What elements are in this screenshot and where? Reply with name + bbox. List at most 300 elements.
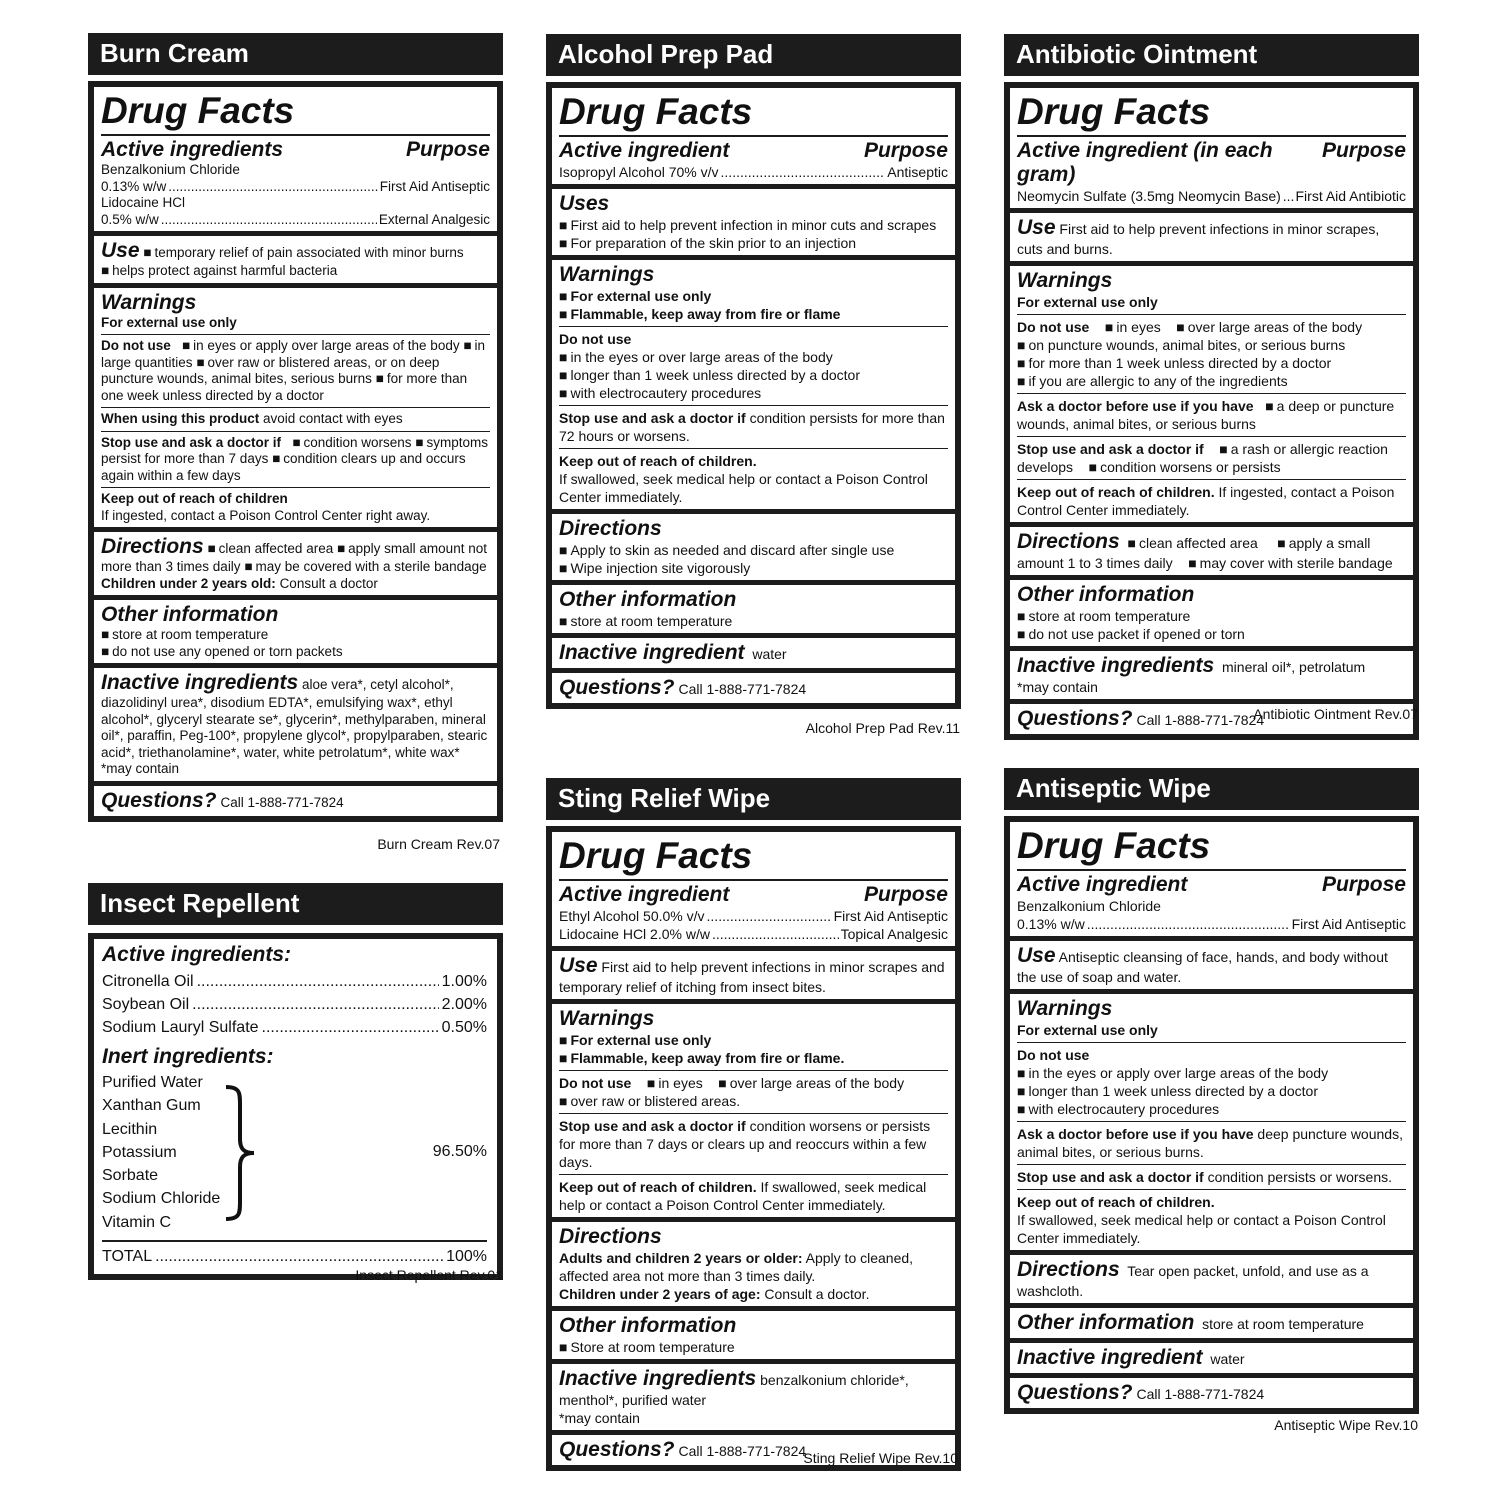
bullet-icon: ■ bbox=[207, 541, 216, 556]
drug-facts-heading: Drug Facts bbox=[1017, 825, 1406, 871]
ingredient-row bbox=[102, 1016, 487, 1039]
drug-facts-heading: Drug Facts bbox=[101, 90, 490, 136]
bullet-icon: ■ bbox=[1127, 535, 1136, 551]
ingredient-purpose: Antiseptic bbox=[887, 164, 948, 180]
inert-ingredient: Purified Water bbox=[102, 1074, 203, 1091]
do-not-use-block bbox=[1017, 314, 1406, 390]
use-item: helps protect against harmful bacteria bbox=[112, 263, 338, 278]
warnings-section bbox=[1010, 266, 1413, 522]
inactive-text: mineral oil*, petrolatum bbox=[1222, 659, 1366, 675]
use-section bbox=[1010, 941, 1413, 989]
directions-section bbox=[552, 1222, 955, 1306]
bullet-icon: ■ bbox=[375, 371, 384, 386]
bullet-icon: ■ bbox=[336, 541, 346, 556]
keep-out-text: If swallowed, seek medical help or contact a Poison Control Center immediately. bbox=[559, 1179, 927, 1213]
ingredient-row bbox=[101, 212, 490, 229]
bullet-icon: ■ bbox=[559, 288, 568, 304]
drug-facts-heading: Drug Facts bbox=[559, 91, 948, 137]
warning-item: Flammable, keep away from fire or flame. bbox=[570, 1050, 845, 1066]
warnings-heading: Warnings bbox=[101, 290, 197, 314]
warnings-section bbox=[94, 288, 497, 528]
ingredient-amount: 0.5% w/w bbox=[101, 211, 159, 227]
other-heading: Other information bbox=[101, 603, 279, 626]
active-heading: Active ingredient bbox=[559, 139, 730, 162]
bullet-icon: ■ bbox=[1188, 555, 1197, 571]
may-contain-note: *may contain bbox=[559, 1410, 640, 1426]
warning-item: over raw or blistered areas. bbox=[570, 1093, 741, 1109]
warning-item: condition worsens bbox=[303, 434, 412, 450]
ask-doctor-block bbox=[1017, 1121, 1406, 1161]
bullet-icon: ■ bbox=[101, 643, 110, 659]
ingredients-section bbox=[94, 939, 497, 1274]
other-text: store at room temperature bbox=[1202, 1316, 1364, 1332]
questions-heading: Questions? bbox=[559, 1438, 675, 1461]
drug-facts-panel bbox=[546, 82, 961, 709]
bullet-icon: ■ bbox=[559, 1093, 568, 1109]
antiseptic-wipe-label bbox=[1004, 768, 1419, 1414]
directions-section bbox=[94, 532, 497, 595]
total-label: TOTAL bbox=[102, 1248, 153, 1266]
warning-item: condition clears up and occurs again within a few days bbox=[101, 451, 466, 483]
warning-item: if you are allergic to any of the ingredients bbox=[1028, 373, 1288, 389]
bullet-icon: ■ bbox=[463, 338, 472, 353]
bullet-icon: ■ bbox=[1104, 319, 1114, 335]
bullet-icon: ■ bbox=[292, 434, 301, 450]
stop-use-block bbox=[1017, 436, 1406, 476]
active-ingredients-section bbox=[552, 832, 955, 946]
warning-item: condition worsens or persists bbox=[1100, 459, 1281, 475]
direction-item: Wipe injection site vigorously bbox=[570, 560, 751, 576]
bullet-icon: ■ bbox=[1176, 319, 1185, 335]
bullet-icon: ■ bbox=[1017, 355, 1026, 371]
inactive-heading: Inactive ingredient bbox=[559, 641, 745, 664]
purpose-heading: Purpose bbox=[863, 139, 948, 162]
drug-facts-panel bbox=[1004, 816, 1419, 1414]
questions-section bbox=[94, 786, 497, 816]
warnings-section bbox=[552, 260, 955, 509]
inert-ingredient: Lecithin bbox=[102, 1120, 158, 1138]
bullet-icon: ■ bbox=[1017, 626, 1026, 642]
ingredient-name: Benzalkonium Chloride bbox=[101, 162, 240, 177]
keep-out-label: Keep out of reach of children. bbox=[1017, 484, 1215, 500]
drug-facts-heading: Drug Facts bbox=[1017, 91, 1406, 137]
keep-out-label: Keep out of reach of children bbox=[101, 491, 288, 506]
use-item: For preparation of the skin prior to an injection bbox=[570, 235, 857, 251]
drug-facts-panel bbox=[88, 81, 503, 822]
ingredient-amount: 0.13% w/w bbox=[101, 178, 167, 194]
warning-item: for more than one week unless directed by a doctor bbox=[101, 371, 468, 403]
ingredient-row bbox=[1017, 187, 1406, 205]
bullet-icon: ■ bbox=[196, 354, 205, 370]
use-section bbox=[1010, 213, 1413, 261]
uses-heading: Uses bbox=[559, 192, 610, 215]
when-using-block bbox=[101, 407, 490, 428]
do-not-use-block bbox=[559, 326, 948, 402]
active-heading: Active ingredient bbox=[559, 883, 730, 906]
revision-note: Burn Cream Rev.07 bbox=[377, 836, 500, 852]
keep-out-block bbox=[101, 487, 490, 524]
use-heading: Use bbox=[101, 239, 140, 262]
other-item: do not use packet if opened or torn bbox=[1028, 626, 1245, 642]
stop-use-text: condition persists or worsens. bbox=[1207, 1169, 1393, 1185]
ingredient-name: Sodium Lauryl Sulfate bbox=[102, 1019, 259, 1036]
stop-use-label: Stop use and ask a doctor if bbox=[1017, 1169, 1204, 1185]
directions-heading: Directions bbox=[101, 535, 204, 558]
warning-item: for more than 1 week unless directed by a doctor bbox=[1028, 355, 1332, 371]
children-label: Children under 2 years old: bbox=[101, 575, 276, 591]
keep-out-block bbox=[559, 448, 948, 506]
may-contain-note: *may contain bbox=[101, 761, 180, 776]
bullet-icon: ■ bbox=[559, 560, 568, 576]
label-title: Insect Repellent bbox=[88, 883, 503, 925]
stop-use-block bbox=[1017, 1164, 1406, 1186]
warning-item: in large quantities bbox=[101, 338, 486, 370]
bullet-icon: ■ bbox=[1017, 608, 1026, 624]
other-item: do not use any opened or torn packets bbox=[112, 643, 343, 659]
label-title: Antiseptic Wipe bbox=[1004, 768, 1419, 810]
brace-icon bbox=[222, 1085, 258, 1221]
inactive-heading: Inactive ingredients bbox=[559, 1367, 757, 1390]
warning-item: with electrocautery procedures bbox=[570, 385, 762, 401]
warning-item: in eyes bbox=[1116, 319, 1161, 335]
ask-doctor-block bbox=[1017, 393, 1406, 433]
external-use-text: For external use only bbox=[1017, 294, 1158, 310]
ingredient-name: Citronella Oil bbox=[102, 973, 194, 990]
stop-use-label: Stop use and ask a doctor if bbox=[101, 434, 282, 450]
keep-out-text: If ingested, contact a Poison Control Center right away. bbox=[101, 507, 431, 523]
ingredient-amount: Neomycin Sulfate (3.5mg Neomycin Base) bbox=[1017, 188, 1281, 204]
ingredient-percent: 1.00% bbox=[441, 973, 487, 990]
ingredient-purpose: External Analgesic bbox=[378, 211, 490, 227]
bullet-icon: ■ bbox=[272, 451, 281, 466]
bullet-icon: ■ bbox=[559, 1339, 568, 1355]
ingredient-row bbox=[102, 993, 487, 1016]
bullet-icon: ■ bbox=[1265, 398, 1274, 414]
questions-heading: Questions? bbox=[559, 676, 675, 699]
ask-doctor-label: Ask a doctor before use if you have bbox=[1017, 398, 1254, 414]
purpose-heading: Purpose bbox=[863, 883, 948, 906]
inactive-ingredients-section bbox=[1010, 1343, 1413, 1373]
warning-item: on puncture wounds, animal bites, or serious burns bbox=[1028, 337, 1346, 353]
inactive-ingredients-section bbox=[94, 668, 497, 781]
warnings-section bbox=[1010, 994, 1413, 1250]
warning-item: with electrocautery procedures bbox=[1028, 1101, 1220, 1117]
stop-use-label: Stop use and ask a doctor if bbox=[1017, 441, 1204, 457]
do-not-use-label: Do not use bbox=[101, 338, 171, 353]
inactive-ingredients-section bbox=[552, 638, 955, 668]
bullet-icon: ■ bbox=[559, 542, 568, 558]
warning-item: over large areas of the body bbox=[729, 1075, 905, 1091]
ingredient-row bbox=[1017, 915, 1406, 933]
use-heading: Use bbox=[1017, 216, 1056, 239]
warnings-heading: Warnings bbox=[1017, 269, 1113, 292]
bullet-icon: ■ bbox=[559, 613, 568, 629]
keep-out-label: Keep out of reach of children. bbox=[1017, 1194, 1215, 1210]
directions-heading: Directions bbox=[1017, 1258, 1120, 1281]
use-text: First aid to help prevent infections in minor scrapes and temporary relief of itching from insect bites. bbox=[559, 959, 945, 995]
total-percent: 100% bbox=[446, 1248, 487, 1266]
other-heading: Other information bbox=[559, 1314, 737, 1337]
use-section bbox=[94, 236, 497, 283]
use-section bbox=[552, 951, 955, 999]
active-ingredients-section bbox=[1010, 88, 1413, 208]
other-information-section bbox=[552, 1311, 955, 1359]
other-item: store at room temperature bbox=[1028, 608, 1191, 624]
bullet-icon: ■ bbox=[559, 306, 568, 322]
directions-section bbox=[1010, 527, 1413, 575]
use-text: First aid to help prevent infections in minor scrapes, cuts and burns. bbox=[1017, 221, 1380, 257]
sting-relief-wipe-label bbox=[546, 778, 961, 1471]
revision-note: Antibiotic Ointment Rev.07 bbox=[1253, 706, 1418, 722]
bullet-icon: ■ bbox=[559, 1050, 568, 1066]
other-heading: Other information bbox=[559, 588, 737, 611]
ingredient-name: Benzalkonium Chloride bbox=[1017, 898, 1161, 914]
warning-item: in the eyes or over large areas of the body bbox=[570, 349, 833, 365]
bullet-icon: ■ bbox=[1088, 459, 1098, 475]
purpose-heading: Purpose bbox=[1321, 873, 1406, 896]
purpose-heading: Purpose bbox=[1321, 139, 1406, 162]
bullet-icon: ■ bbox=[559, 235, 568, 251]
keep-out-text: If swallowed, seek medical help or contact a Poison Control Center immediately. bbox=[559, 471, 928, 505]
do-not-use-block bbox=[559, 1070, 948, 1110]
ingredient-purpose: Topical Analgesic bbox=[840, 926, 948, 942]
stop-use-block bbox=[559, 405, 948, 445]
bullet-icon: ■ bbox=[101, 263, 110, 278]
warning-item: For external use only bbox=[570, 288, 712, 304]
ingredient-name: Soybean Oil bbox=[102, 996, 190, 1013]
adults-text: Apply to cleaned, affected area not more than 3 times daily. bbox=[559, 1250, 914, 1284]
ingredient-row bbox=[102, 970, 487, 993]
bullet-icon: ■ bbox=[1017, 1065, 1026, 1081]
when-using-text: avoid contact with eyes bbox=[263, 411, 403, 426]
when-using-label: When using this product bbox=[101, 411, 260, 426]
directions-text: Tear open packet, unfold, and use as a washcloth. bbox=[1017, 1263, 1369, 1299]
bullet-icon: ■ bbox=[559, 385, 568, 401]
ingredient-purpose: First Aid Antibiotic bbox=[1295, 188, 1406, 204]
active-heading: Active ingredients: bbox=[102, 943, 292, 966]
children-label: Children under 2 years of age: bbox=[559, 1286, 761, 1302]
use-heading: Use bbox=[1017, 944, 1056, 967]
burn-cream-label bbox=[88, 33, 503, 822]
inactive-ingredients-section bbox=[552, 1364, 955, 1430]
questions-section bbox=[1010, 1378, 1413, 1408]
inactive-heading: Inactive ingredients bbox=[101, 671, 299, 694]
label-title: Alcohol Prep Pad bbox=[546, 34, 961, 76]
total-row bbox=[102, 1245, 487, 1268]
bullet-icon: ■ bbox=[718, 1075, 727, 1091]
inactive-text: water bbox=[1210, 1351, 1245, 1367]
do-not-use-label: Do not use bbox=[559, 1075, 632, 1091]
revision-note: Insect Repellent Rev.01 bbox=[355, 1267, 503, 1283]
ingredient-row bbox=[101, 179, 490, 196]
inactive-text: benzalkonium chloride*, menthol*, purified water bbox=[559, 1372, 909, 1408]
children-text: Consult a doctor bbox=[279, 575, 378, 591]
other-item: Store at room temperature bbox=[570, 1339, 735, 1355]
phone-number: Call 1-888-771-7824 bbox=[220, 794, 344, 810]
keep-out-text: If ingested, contact a Poison Control Center immediately. bbox=[1017, 484, 1395, 518]
stop-use-label: Stop use and ask a doctor if bbox=[559, 1118, 746, 1134]
warnings-heading: Warnings bbox=[1017, 997, 1113, 1020]
do-not-use-label: Do not use bbox=[1017, 1047, 1090, 1063]
bullet-icon: ■ bbox=[1219, 441, 1228, 457]
ingredient-purpose: First Aid Antiseptic bbox=[1291, 916, 1406, 932]
warning-item: For external use only bbox=[570, 1032, 712, 1048]
do-not-use-label: Do not use bbox=[559, 331, 632, 347]
stop-use-block bbox=[101, 431, 490, 485]
external-use-text: For external use only bbox=[1017, 1022, 1158, 1038]
directions-heading: Directions bbox=[1017, 530, 1120, 553]
stop-use-label: Stop use and ask a doctor if bbox=[559, 410, 746, 426]
bullet-icon: ■ bbox=[559, 217, 568, 233]
do-not-use-block bbox=[1017, 1042, 1406, 1118]
bullet-icon: ■ bbox=[559, 349, 568, 365]
inert-percent: 96.50% bbox=[432, 1143, 487, 1161]
bullet-icon: ■ bbox=[244, 559, 253, 574]
ask-doctor-text: a deep or puncture wounds, animal bites, or serious burns bbox=[1017, 398, 1395, 432]
direction-item: may be covered with a sterile bandage bbox=[255, 559, 487, 574]
use-item: temporary relief of pain associated with minor burns bbox=[154, 245, 464, 260]
ingredient-name: Lidocaine HCl bbox=[101, 195, 186, 210]
keep-out-text: If swallowed, seek medical help or contact a Poison Control Center immediately. bbox=[1017, 1212, 1386, 1246]
warnings-section bbox=[552, 1004, 955, 1217]
bullet-icon: ■ bbox=[143, 245, 152, 260]
other-item: store at room temperature bbox=[570, 613, 733, 629]
inactive-heading: Inactive ingredient bbox=[1017, 1346, 1203, 1369]
ask-doctor-label: Ask a doctor before use if you have bbox=[1017, 1126, 1254, 1142]
questions-heading: Questions? bbox=[101, 788, 217, 812]
inert-ingredient: Potassium Sorbate bbox=[102, 1143, 177, 1185]
inactive-heading: Inactive ingredients bbox=[1017, 654, 1215, 677]
active-ingredients-section bbox=[1010, 822, 1413, 936]
active-ingredients-section bbox=[552, 88, 955, 184]
stop-use-text: condition persists for more than 72 hours or worsens. bbox=[559, 410, 945, 444]
bullet-icon: ■ bbox=[559, 1032, 568, 1048]
use-text: Antiseptic cleansing of face, hands, and body without the use of soap and water. bbox=[1017, 949, 1388, 985]
ingredient-purpose: First Aid Antiseptic bbox=[833, 908, 948, 924]
direction-item: may cover with sterile bandage bbox=[1199, 555, 1393, 571]
stop-use-text: condition worsens or persists for more than 7 days or clears up and reoccurs within a few days. bbox=[559, 1118, 931, 1170]
other-heading: Other information bbox=[1017, 1311, 1195, 1334]
keep-out-block bbox=[1017, 479, 1406, 519]
ingredient-row bbox=[559, 907, 948, 925]
keep-out-label: Keep out of reach of children. bbox=[559, 453, 757, 469]
ingredients-panel bbox=[88, 933, 503, 1280]
directions-section bbox=[552, 514, 955, 580]
children-text: Consult a doctor. bbox=[764, 1286, 870, 1302]
ingredient-percent: 2.00% bbox=[441, 996, 487, 1013]
stop-use-block bbox=[559, 1113, 948, 1171]
other-information-section bbox=[94, 600, 497, 663]
ingredient-amount: Ethyl Alcohol 50.0% v/v bbox=[559, 908, 705, 924]
inert-ingredient: Sodium Chloride bbox=[102, 1190, 221, 1208]
use-heading: Use bbox=[559, 954, 598, 977]
use-item: First aid to help prevent infection in minor cuts and scrapes bbox=[570, 217, 937, 233]
direction-item: apply small amount not more than 3 times daily bbox=[101, 541, 487, 574]
warning-item: in the eyes or apply over large areas of the body bbox=[1028, 1065, 1329, 1081]
bullet-icon: ■ bbox=[646, 1075, 656, 1091]
inert-group bbox=[102, 1071, 487, 1234]
bullet-icon: ■ bbox=[415, 434, 424, 450]
direction-item: apply a small amount 1 to 3 times daily bbox=[1017, 535, 1371, 571]
ingredient-row bbox=[559, 163, 948, 181]
external-use-text: For external use only bbox=[101, 314, 237, 330]
revision-note: Antiseptic Wipe Rev.10 bbox=[1274, 1417, 1418, 1433]
directions-heading: Directions bbox=[559, 517, 662, 540]
warning-item: a rash or allergic reaction develops bbox=[1017, 441, 1388, 475]
ingredient-percent: 0.50% bbox=[441, 1019, 487, 1036]
phone-number: Call 1-888-771-7824 bbox=[1136, 712, 1265, 728]
other-information-section bbox=[1010, 580, 1413, 646]
active-heading: Active ingredient (in each gram) bbox=[1017, 139, 1273, 186]
phone-number: Call 1-888-771-7824 bbox=[678, 1443, 807, 1459]
active-heading: Active ingredients bbox=[101, 138, 284, 161]
warnings-heading: Warnings bbox=[559, 263, 655, 286]
do-not-use-label: Do not use bbox=[1017, 319, 1090, 335]
inert-ingredient: Vitamin C bbox=[102, 1213, 172, 1231]
keep-out-block bbox=[1017, 1189, 1406, 1247]
warning-item: in eyes or apply over large areas of the body bbox=[193, 338, 460, 353]
warning-item: symptoms persist for more than 7 days bbox=[101, 434, 488, 466]
other-information-section bbox=[1010, 1308, 1413, 1338]
warnings-heading: Warnings bbox=[559, 1007, 655, 1030]
questions-section bbox=[552, 673, 955, 703]
bullet-icon: ■ bbox=[101, 627, 110, 642]
bullet-icon: ■ bbox=[559, 367, 568, 383]
bullet-icon: ■ bbox=[1017, 337, 1026, 353]
antibiotic-ointment-label bbox=[1004, 34, 1419, 740]
revision-note: Sting Relief Wipe Rev.10 bbox=[803, 1450, 958, 1466]
directions-heading: Directions bbox=[559, 1225, 662, 1248]
inactive-ingredients-section bbox=[1010, 651, 1413, 699]
ingredient-amount: Isopropyl Alcohol 70% v/v bbox=[559, 164, 719, 180]
warning-item: longer than 1 week unless directed by a doctor bbox=[570, 367, 860, 383]
drug-facts-heading: Drug Facts bbox=[559, 835, 948, 881]
revision-note: Alcohol Prep Pad Rev.11 bbox=[805, 720, 960, 736]
questions-heading: Questions? bbox=[1017, 1381, 1133, 1404]
bullet-icon: ■ bbox=[1017, 1083, 1026, 1099]
phone-number: Call 1-888-771-7824 bbox=[1136, 1386, 1265, 1402]
direction-item: clean affected area bbox=[1138, 535, 1258, 551]
label-title: Antibiotic Ointment bbox=[1004, 34, 1419, 76]
label-title: Sting Relief Wipe bbox=[546, 778, 961, 820]
keep-out-block bbox=[559, 1174, 948, 1214]
questions-heading: Questions? bbox=[1017, 707, 1133, 730]
warning-item: Flammable, keep away from fire or flame bbox=[570, 306, 841, 322]
drug-facts-panel bbox=[546, 826, 961, 1471]
may-contain-note: *may contain bbox=[1017, 679, 1098, 695]
ask-doctor-text: deep puncture wounds, animal bites, or serious burns. bbox=[1017, 1126, 1403, 1160]
inert-ingredient: Xanthan Gum bbox=[102, 1097, 201, 1115]
warning-item: in eyes bbox=[658, 1075, 703, 1091]
inactive-text: aloe vera*, cetyl alcohol*, diazolidinyl urea*, disodium EDTA*, emulsifying wax*, ethyl alcohol*, glyceryl stearate se*, glycerin*, methylparaben, mineral oil*, paraffin, Peg-100*, propylene glycol*, propylparaben, stearic acid*, triethanolamine*, water, white petrolatum*, white wax* bbox=[101, 677, 488, 760]
warning-item: longer than 1 week unless directed by a doctor bbox=[1028, 1083, 1318, 1099]
insect-repellent-label bbox=[88, 883, 503, 1280]
active-ingredients-section bbox=[94, 87, 497, 231]
phone-number: Call 1-888-771-7824 bbox=[678, 681, 807, 697]
bullet-icon: ■ bbox=[1017, 373, 1026, 389]
inactive-text: water bbox=[752, 646, 787, 662]
direction-item: Apply to skin as needed and discard after single use bbox=[570, 542, 895, 558]
bullet-icon: ■ bbox=[1277, 535, 1286, 551]
warning-item: over large areas of the body bbox=[1187, 319, 1363, 335]
inert-heading: Inert ingredients: bbox=[102, 1045, 274, 1068]
alcohol-prep-pad-label bbox=[546, 34, 961, 709]
active-heading: Active ingredient bbox=[1017, 873, 1188, 896]
direction-item: clean affected area bbox=[218, 541, 334, 556]
bullet-icon: ■ bbox=[182, 338, 191, 353]
purpose-heading: Purpose bbox=[405, 138, 490, 161]
drug-facts-panel bbox=[1004, 82, 1419, 740]
